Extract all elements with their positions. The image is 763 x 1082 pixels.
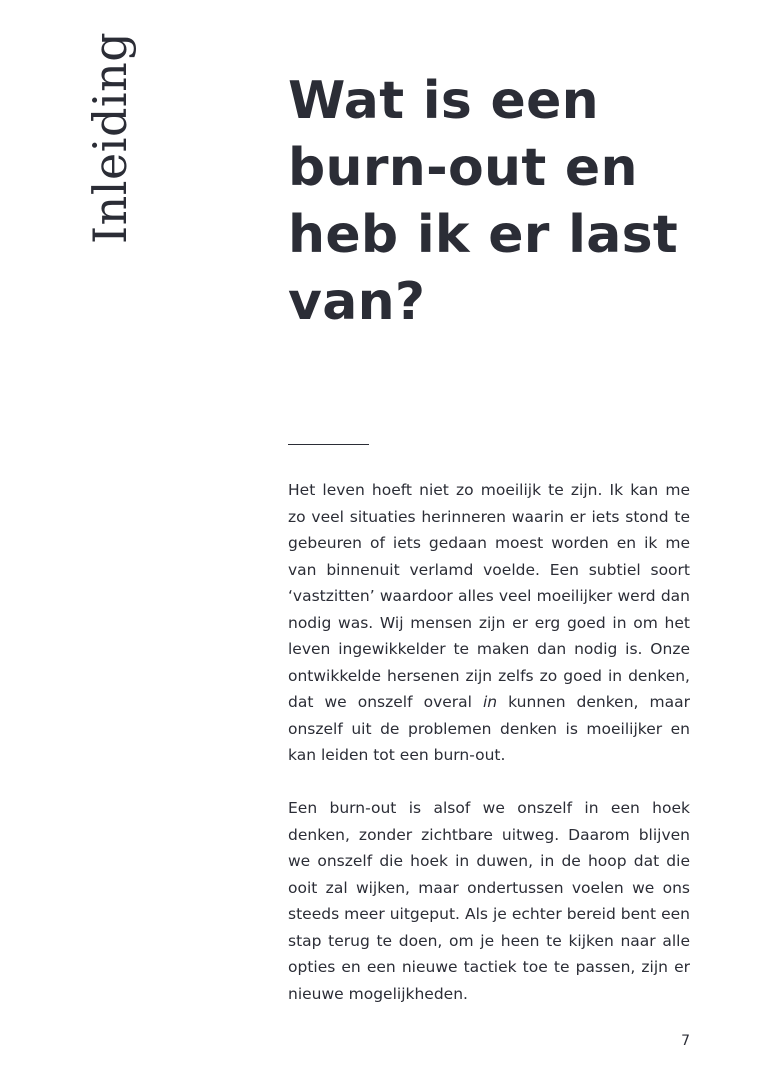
paragraph-1-text-start: Het leven hoeft niet zo moeilijk te zijn. Ik kan me zo veel situaties herinneren waarin er iets stond te gebeuren of iets gedaan moest worden en ik me van binnenuit verlamd voelde. Een subtiel soort ‘vastzitten’ waardoor alles veel moeilijker werd dan nodig was. Wij mensen zijn er erg goed in om het leven ingewikkelder te maken dan nodig is. Onze ontwikkelde hersenen zijn zelfs zo goed in denken, dat we onszelf overal bbox=[288, 481, 690, 711]
title-divider bbox=[288, 444, 369, 445]
body-text bbox=[288, 477, 690, 1007]
paragraph-1 bbox=[288, 477, 690, 769]
paragraph-1-text-end: kunnen denken, maar onszelf uit de problemen denken is moeilijker en kan leiden tot een burn-out. bbox=[288, 693, 690, 764]
paragraph-2: Een burn-out is alsof we onszelf in een hoek denken, zonder zichtbare uitweg. Daarom blijven we onszelf die hoek in duwen, in de hoop dat die ooit zal wijken, maar ondertussen voelen we ons steeds meer uitgeput. Als je echter bereid bent een stap terug te doen, om je heen te kijken naar alle opties en een nieuwe tactiek toe te passen, zijn er nieuwe mogelijkheden. bbox=[288, 799, 690, 1003]
section-label: Inleiding bbox=[83, 31, 137, 244]
page-title: Wat is een burn-out en heb ik er last van? bbox=[288, 71, 679, 332]
paragraph-1-emphasis: in bbox=[483, 693, 498, 711]
page-number: 7 bbox=[681, 1033, 690, 1049]
